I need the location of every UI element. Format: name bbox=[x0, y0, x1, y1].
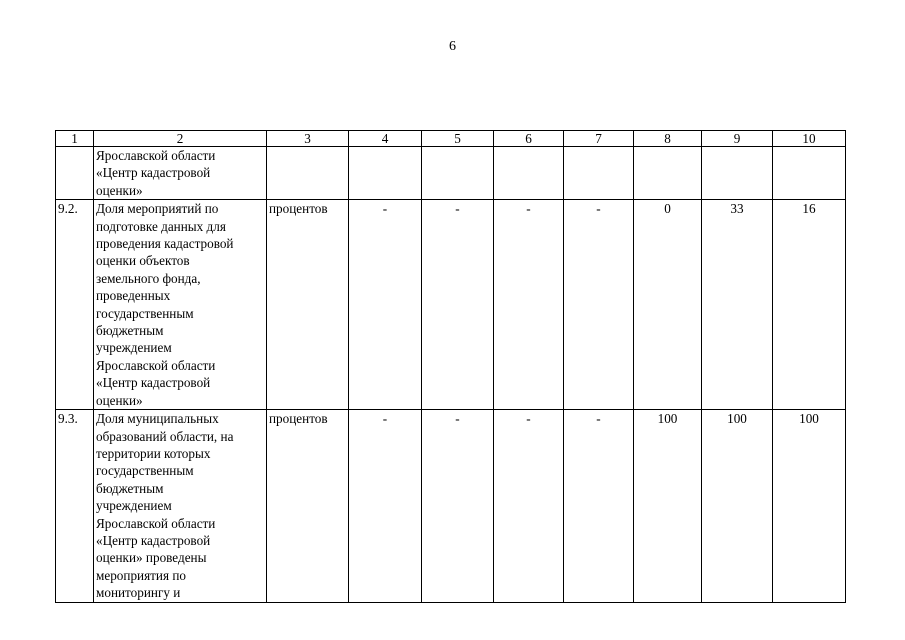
value-cell: - bbox=[349, 200, 422, 410]
table-row bbox=[56, 147, 846, 200]
value-cell: 0 bbox=[634, 200, 702, 410]
value-cell: - bbox=[349, 410, 422, 602]
column-header: 6 bbox=[494, 131, 564, 147]
value-cell bbox=[773, 147, 846, 200]
indicator-name-line: бюджетным bbox=[96, 480, 164, 496]
indicator-name-line: «Центр кадастровой bbox=[96, 532, 211, 548]
indicator-name-line: Доля муниципальных bbox=[96, 411, 219, 427]
indicator-name-line: «Центр кадастровой bbox=[96, 375, 211, 391]
value-cell bbox=[564, 147, 634, 200]
unit-cell: процентов bbox=[267, 410, 349, 602]
value-cell bbox=[422, 147, 494, 200]
page-number: 6 bbox=[449, 39, 456, 54]
indicator-name-line: проведенных bbox=[96, 288, 171, 304]
value-cell: - bbox=[422, 410, 494, 602]
unit-cell bbox=[267, 147, 349, 200]
column-header: 10 bbox=[773, 131, 846, 147]
indicator-name-line: земельного фонда, bbox=[96, 270, 201, 286]
column-header: 8 bbox=[634, 131, 702, 147]
value-cell: 100 bbox=[702, 410, 773, 602]
column-header: 4 bbox=[349, 131, 422, 147]
indicator-name-line: государственным bbox=[96, 305, 194, 321]
value-cell: 33 bbox=[702, 200, 773, 410]
indicator-name bbox=[94, 410, 267, 602]
column-header: 3 bbox=[267, 131, 349, 147]
column-header: 7 bbox=[564, 131, 634, 147]
indicator-name-line: оценки» bbox=[96, 392, 143, 408]
column-header: 1 bbox=[56, 131, 94, 147]
value-cell: - bbox=[494, 200, 564, 410]
header-row bbox=[56, 131, 846, 147]
table-row bbox=[56, 200, 846, 410]
indicator-name-line: подготовке данных для bbox=[96, 218, 226, 234]
indicator-name-line: Ярославской области bbox=[96, 148, 216, 163]
column-header: 5 bbox=[422, 131, 494, 147]
value-cell: 100 bbox=[634, 410, 702, 602]
value-cell: - bbox=[422, 200, 494, 410]
row-number: 9.3. bbox=[56, 410, 94, 602]
indicator-name-line: Ярославской области bbox=[96, 357, 216, 373]
column-header: 2 bbox=[94, 131, 267, 147]
indicator-name-line: мониторингу и bbox=[96, 585, 181, 601]
indicator-name-line: оценки» проведены bbox=[96, 550, 207, 566]
indicator-name-line: «Центр кадастровой bbox=[96, 165, 211, 181]
value-cell bbox=[349, 147, 422, 200]
value-cell: - bbox=[564, 200, 634, 410]
value-cell: 16 bbox=[773, 200, 846, 410]
table-row bbox=[56, 410, 846, 602]
indicator-name-line: бюджетным bbox=[96, 323, 164, 339]
unit-cell: процентов bbox=[267, 200, 349, 410]
indicator-name bbox=[94, 200, 267, 410]
indicator-name-line: территории которых bbox=[96, 445, 211, 461]
indicator-name bbox=[94, 147, 267, 200]
column-header: 9 bbox=[702, 131, 773, 147]
value-cell bbox=[494, 147, 564, 200]
indicator-name-line: проведения кадастровой bbox=[96, 236, 234, 252]
row-number: 9.2. bbox=[56, 200, 94, 410]
indicator-name-line: учреждением bbox=[96, 498, 172, 514]
indicator-name-line: оценки объектов bbox=[96, 253, 190, 269]
indicator-name-line: Доля мероприятий по bbox=[96, 201, 219, 217]
indicator-name-line: мероприятия по bbox=[96, 567, 186, 583]
value-cell bbox=[634, 147, 702, 200]
value-cell: 100 bbox=[773, 410, 846, 602]
indicator-name-line: образований области, на bbox=[96, 428, 234, 444]
value-cell: - bbox=[564, 410, 634, 602]
indicator-name-line: Ярославской области bbox=[96, 515, 216, 531]
indicator-name-line: учреждением bbox=[96, 340, 172, 356]
value-cell: - bbox=[494, 410, 564, 602]
indicator-name-line: оценки» bbox=[96, 182, 143, 198]
value-cell bbox=[702, 147, 773, 200]
row-number bbox=[56, 147, 94, 200]
indicators-table bbox=[55, 130, 846, 603]
indicator-name-line: государственным bbox=[96, 463, 194, 479]
